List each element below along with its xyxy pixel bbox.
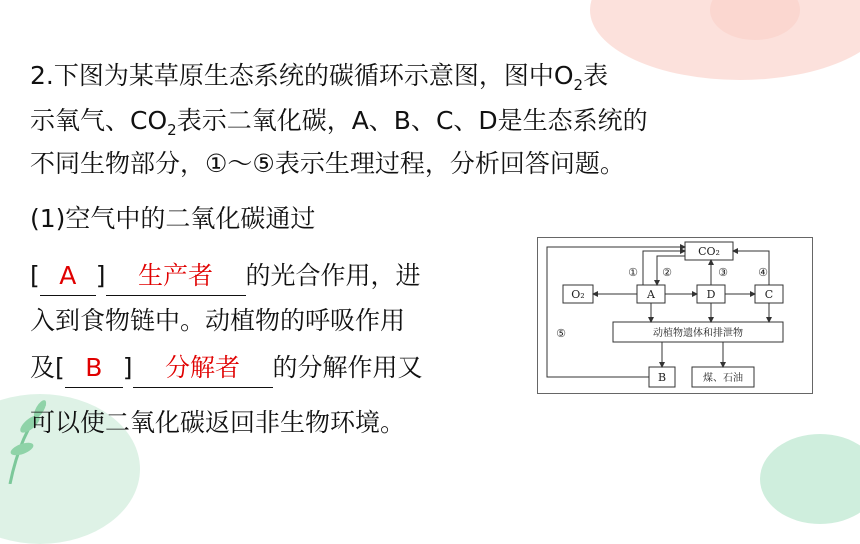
process-4-label: ④ [758, 266, 768, 279]
a-label: A [647, 288, 655, 301]
corner-decoration-bottom-right [760, 434, 860, 524]
process-2-label: ② [662, 266, 672, 279]
answer-line-3: 及[ B ] 分解者 的分解作用又 [30, 348, 423, 388]
c-label: C [764, 288, 774, 301]
answer-blank-producer: 生产者 [106, 256, 246, 296]
d-label: D [706, 288, 716, 301]
carbon-cycle-diagram [537, 237, 813, 394]
process-1-label: ① [628, 266, 638, 279]
remains-label: 动植物遗体和排泄物 [653, 328, 743, 339]
b-label: B [657, 371, 667, 384]
answer-line-4: 可以使二氧化碳返回非生物环境。 [30, 408, 406, 437]
answer-blank-b: B [65, 348, 123, 388]
sub-question-1: (1)空气中的二氧化碳通过 [30, 204, 316, 233]
process-5-label: ⑤ [556, 327, 566, 340]
o2-label: O₂ [571, 288, 585, 301]
question-line-1: 2.下图为某草原生态系统的碳循环示意图，图中$O_2$表 [30, 61, 609, 94]
answer-line-1: [ A ] 生产者 的光合作用，进 [30, 256, 421, 296]
process-3-label: ③ [718, 266, 728, 279]
question-line-2: 示氧气、$CO_2$表示二氧化碳，A、B、C、D是生态系统的 [30, 106, 648, 139]
coal-oil-label: 煤、石油 [703, 373, 743, 384]
answer-line-2: 入到食物链中。动植物的呼吸作用 [30, 306, 406, 335]
co2-label: CO₂ [698, 245, 720, 258]
question-line-3: 不同生物部分，①～⑤表示生理过程，分析回答问题。 [30, 149, 625, 178]
answer-blank-a: A [40, 256, 96, 296]
answer-blank-decomposer: 分解者 [133, 348, 273, 388]
